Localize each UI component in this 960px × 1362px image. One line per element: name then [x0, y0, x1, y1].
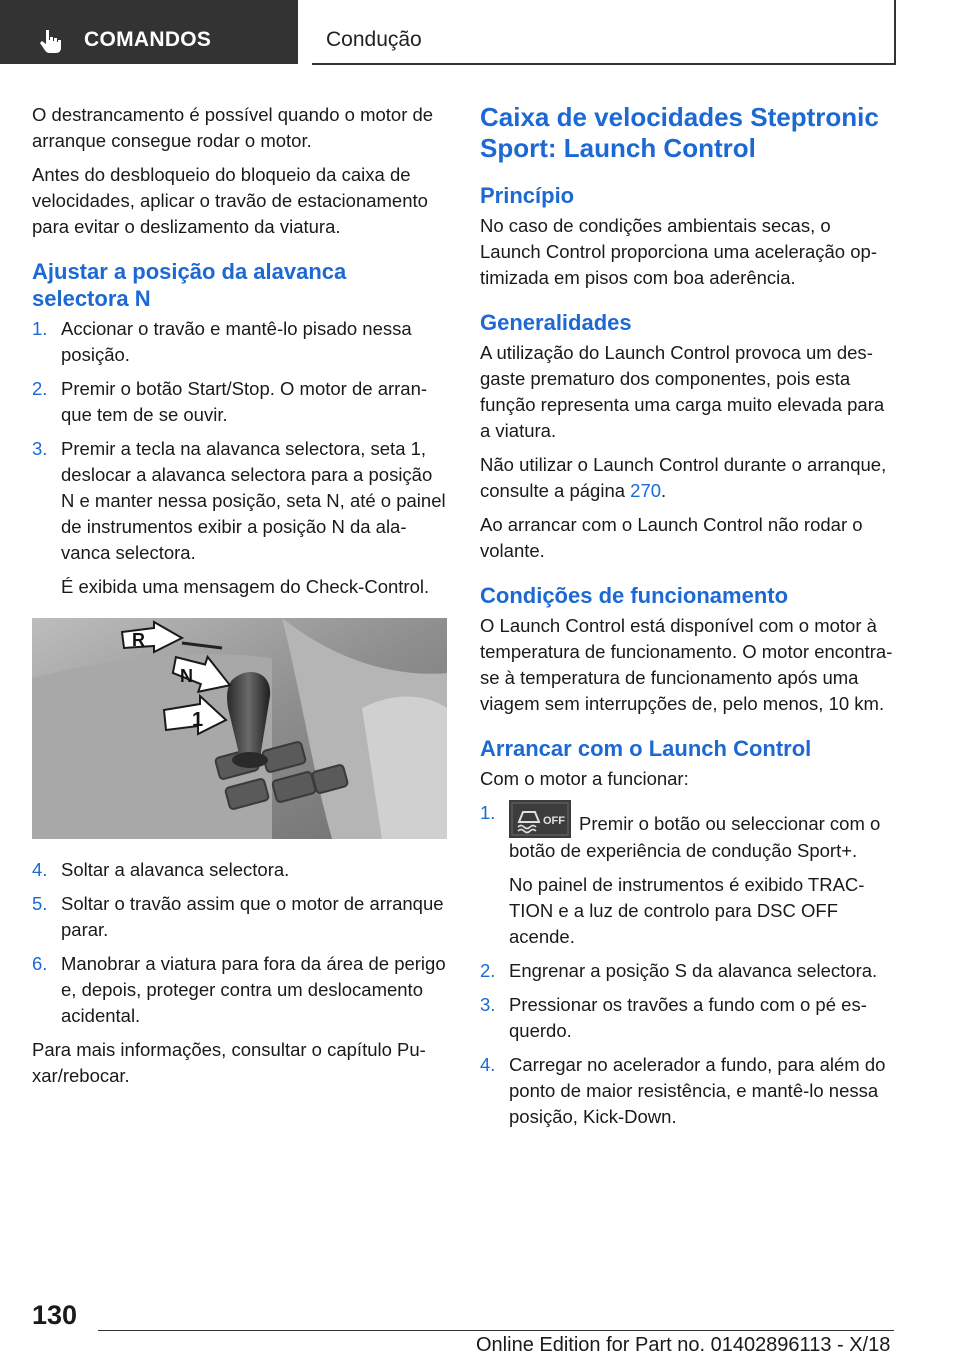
list-item: 4. Carregar no acelerador a fundo, para além do ponto de maior resistência, e mantê-lo nessa posição, Kick-Down. — [480, 1054, 886, 1127]
list-item: 2. Engrenar a posição S da alavanca selectora. — [480, 960, 878, 981]
outro-paragraph: Para mais informações, consultar o capítulo Puxar/rebocar. — [32, 1039, 426, 1086]
paragraph-generalidades-1: A utilização do Launch Control provoca um desgaste prematuro dos componentes, pois esta função representa uma carga muito elevada para a viatura. — [480, 342, 885, 441]
heading-arrancar: Arrancar com o Launch Control — [480, 736, 812, 761]
steps-list-a — [32, 316, 448, 600]
paragraph-arrancar: Com o motor a funcionar: — [480, 768, 689, 789]
chapter-tab — [0, 0, 298, 64]
footer-divider — [98, 1330, 894, 1331]
heading-principio: Princípio — [480, 183, 575, 208]
section-heading-selector-n: Ajustar a posição da alavanca selectora N — [32, 259, 347, 311]
footer-edition: Online Edition for Part no. 01402896113 - X/18 — [476, 1334, 891, 1356]
list-item: 2. Premir o botão Start/Stop. O motor de arranque tem de se ouvir. — [32, 378, 428, 425]
paragraph-generalidades-3: Ao arrancar com o Launch Control não rodar o volante. — [480, 514, 863, 561]
gear-selector-figure — [32, 618, 447, 839]
page-number: 130 — [32, 1300, 78, 1330]
page-title: Caixa de velocidades Steptronic Sport: Launch Control — [480, 102, 879, 163]
list-item: 3. Premir a tecla na alavanca selectora, seta 1, deslocar a alavanca selectora para a posição N e manter nessa posição, seta N, até o painel de instrumentos exibir a posição N da alavanca selectora. É exibida uma mensagem do Check-Control. — [32, 438, 446, 597]
list-item: 1. Accionar o travão e mantê-lo pisado nessa posição. — [32, 318, 412, 365]
right-column — [480, 102, 896, 1138]
paragraph-generalidades-2: Não utilizar o Launch Control durante o arranque, consulte a página 270. — [480, 454, 887, 501]
list-item: 1. OFF Premir o botão ou seleccionar com o botão de experiência de condução Sport+. No painel de instrumentos é exibido TRACTION e a luz de controlo para DSC OFF acende. — [480, 802, 881, 947]
heading-condicoes: Condições de funcionamento — [480, 583, 789, 608]
list-item: 3. Pressionar os travões a fundo com o pé esquerdo. — [480, 994, 867, 1041]
section-header — [312, 0, 896, 65]
heading-generalidades: Generalidades — [480, 310, 632, 335]
page-link-270[interactable]: 270 — [630, 480, 662, 501]
arrow-label-r: R — [132, 630, 145, 650]
left-column — [32, 102, 448, 1097]
paragraph-condicoes: O Launch Control está disponível com o motor à temperatura de funcionamento. O motor encontra-se à temperatura de funcionamento após uma viagem sem interrupções de, pelo menos, 10 km. — [480, 615, 893, 714]
paragraph-principio: No caso de condições ambientais secas, o Launch Control proporciona uma aceleração optimizada em pisos com boa aderência. — [480, 215, 877, 288]
arrow-label-n: N — [180, 666, 193, 686]
launch-steps-list — [480, 800, 896, 1130]
list-item: 4. Soltar a alavanca selectora. — [32, 859, 290, 880]
intro-paragraph-1: O destrancamento é possível quando o motor de arranque consegue rodar o motor. — [32, 104, 434, 151]
intro-paragraph-2: Antes do desbloqueio do bloqueio da caixa de velocidades, aplicar o travão de estacionamento para evitar o deslizamento da viatura. — [32, 164, 428, 237]
gear-selector-illustration — [32, 618, 447, 839]
arrow-label-1: 1 — [192, 709, 204, 731]
svg-text:OFF: OFF — [543, 815, 565, 827]
chapter-title: COMANDOS — [84, 28, 212, 51]
hand-pointer-icon — [38, 28, 64, 54]
section-title: Condução — [326, 28, 422, 51]
steps-list-b — [32, 857, 448, 1029]
list-item: 5. Soltar o travão assim que o motor de arranque parar. — [32, 893, 444, 940]
list-item: 6. Manobrar a viatura para fora da área de perigo e, depois, proteger contra um deslocamento acidental. — [32, 953, 446, 1026]
dsc-off-button-icon — [509, 800, 571, 838]
